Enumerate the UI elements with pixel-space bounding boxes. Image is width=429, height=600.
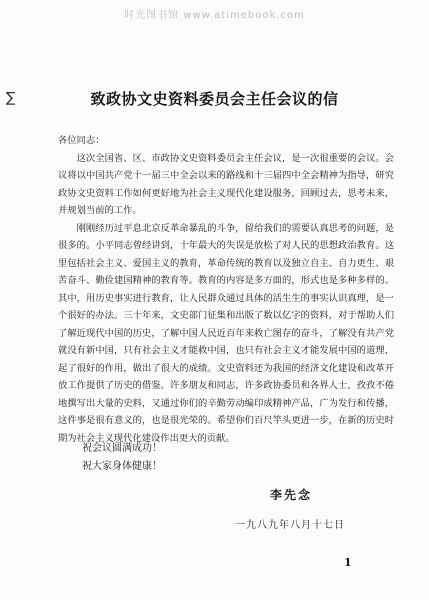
closing-wishes <box>82 440 162 476</box>
letter-title: 致政协文史资料委员会主任会议的信 <box>90 90 339 108</box>
paragraph: 刚刚经历过平息北京反革命暴乱的斗争，留给我们的需要认真思考的问题，是很多的。小平同志曾经讲到，十年最大的失误是放松了对人民的思想政治教育。这里包括社会主义、爱国主义的教育，革命传统的教育以及独立自主、自力更生、艰苦奋斗、勤俭建国精神的教育等。教育的内容是多方面的，形式也是多种多样的。其中，用历史事实进行教育，让人民群众通过具体的活生生的事实认识真理，是一个很好的办法。三十年来，文史部门征集和出版了数以亿字的资料，对于帮助人们了解近现代中国的历史，了解中国人民近百年来救亡图存的奋斗，了解没有共产党就没有新中国，只有社会主义才能救中国，也只有社会主义才能发展中国的道理，起了很好的作用，做出了很大的成绩。文史资料还为我国的经济文化建设和改革开放工作提供了历史的借鉴。许多朋友和同志，许多政协委员和各界人士，孜孜不倦地撰写出大量的史料，又通过你们的辛勤劳动编印成精神产品，广为发行和传播，这件事是很有意义的，也是很光荣的。希望你们百尺竿头更进一步，在新的历史时期为社会主义现代化建设作出更大的贡献。 <box>58 222 394 444</box>
letter-body <box>58 132 394 447</box>
salutation: 各位同志： <box>58 135 105 146</box>
letter-date: 一九八九年八月十七日 <box>235 520 345 531</box>
page-number: 1 <box>344 556 352 569</box>
signature: 李先念 <box>270 488 313 502</box>
margin-mark: ∑ <box>6 90 16 106</box>
closing-line: 祝会议圆满成功！ <box>82 443 162 454</box>
paragraph: 这次全国省、区、市政协文史资料委员会主任会议，是一次很重要的会议。会议将以中国共产党十一届三中全会以来的路线和十三届四中全会精神为指导，研究政协文史资料工作如何更好地为社会主义现代化建设服务，回顾过去，思考未来，并规划当前的工作。 <box>58 152 394 216</box>
watermark: 时光图书馆 www.atimebook.com <box>124 10 305 21</box>
closing-line: 祝大家身体健康！ <box>82 461 162 472</box>
